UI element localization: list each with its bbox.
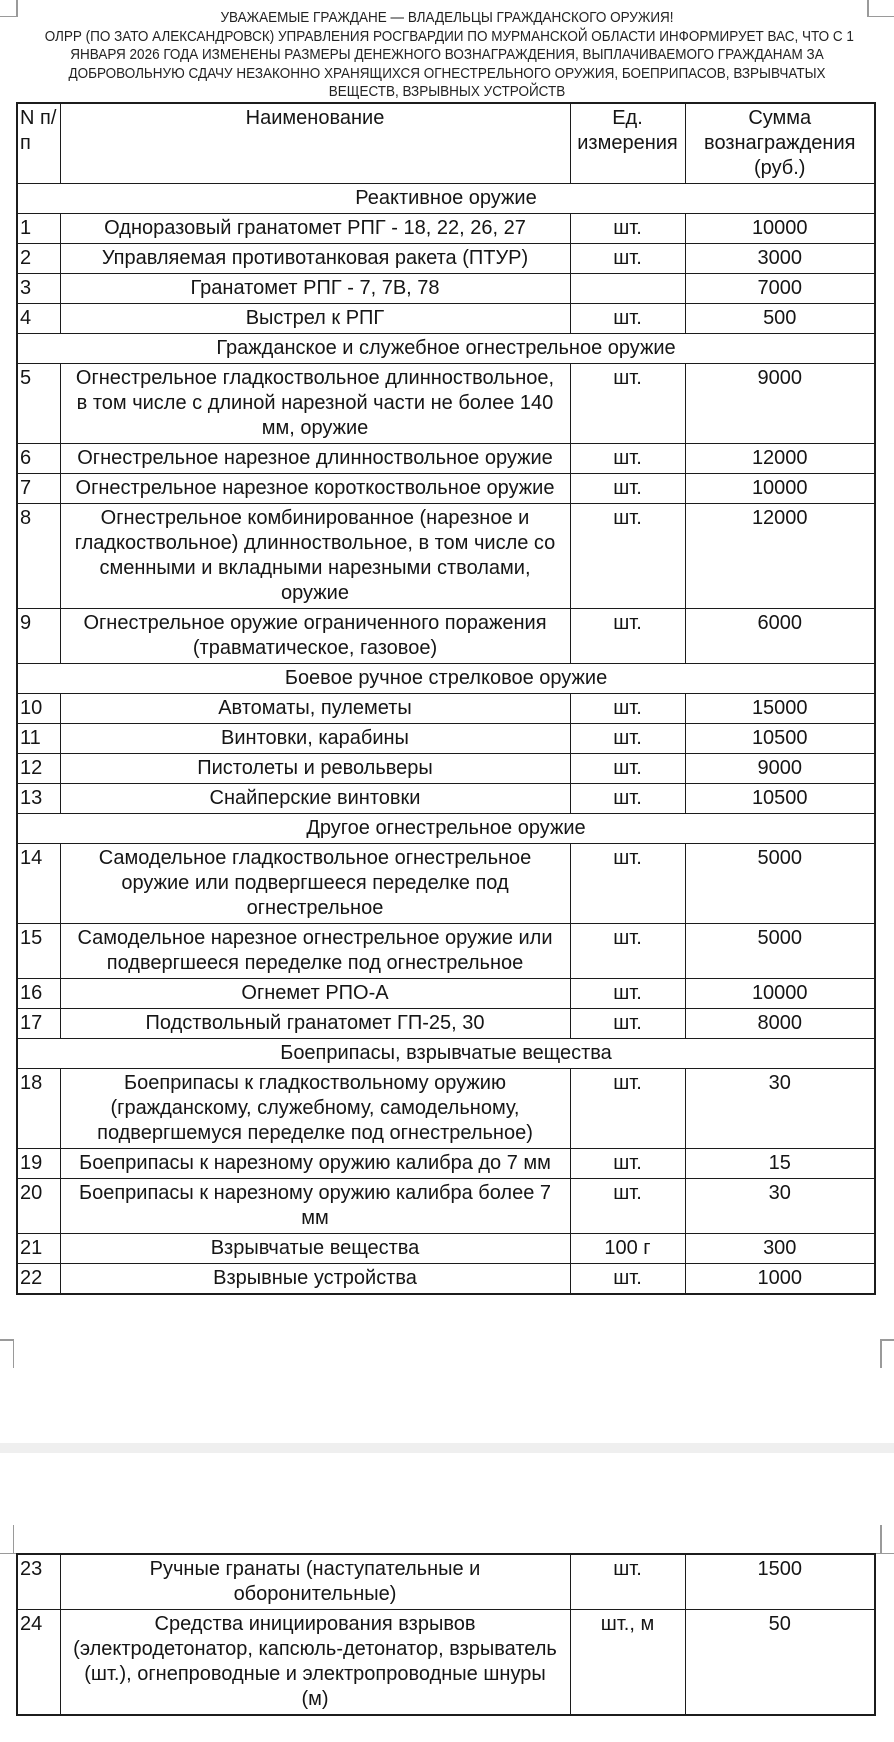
amount-cell: 30 bbox=[685, 1179, 875, 1234]
item-name-cell: Управляемая противотанковая ракета (ПТУР) bbox=[60, 244, 570, 274]
page-corner-mark bbox=[880, 1525, 882, 1554]
item-name-cell: Огнестрельное нарезное короткоствольное оружие bbox=[60, 474, 570, 504]
unit-cell: шт. bbox=[570, 924, 685, 979]
amount-cell: 12000 bbox=[685, 504, 875, 609]
row-number-cell: 2 bbox=[17, 244, 60, 274]
unit-cell: шт., м bbox=[570, 1610, 685, 1716]
table-row bbox=[17, 1264, 875, 1295]
amount-cell: 9000 bbox=[685, 754, 875, 784]
section-title: Боевое ручное стрелковое оружие bbox=[17, 664, 875, 694]
page-corner-mark bbox=[13, 1339, 15, 1368]
table-row bbox=[17, 979, 875, 1009]
item-name-cell: Боеприпасы к нарезному оружию калибра более 7 мм bbox=[60, 1179, 570, 1234]
row-number-cell: 18 bbox=[17, 1069, 60, 1149]
item-name-cell: Огнемет РПО-А bbox=[60, 979, 570, 1009]
item-name-cell: Средства инициирования взрывов (электродетонатор, капсюль-детонатор, взрыватель (шт.), огнепроводные и электропроводные шнуры (м) bbox=[60, 1610, 570, 1716]
amount-cell: 10000 bbox=[685, 979, 875, 1009]
item-name-cell: Огнестрельное гладкоствольное длинноствольное, в том числе с длиной нарезной части не более 140 мм, оружие bbox=[60, 364, 570, 444]
row-number-cell: 11 bbox=[17, 724, 60, 754]
amount-cell: 12000 bbox=[685, 444, 875, 474]
unit-cell: шт. bbox=[570, 474, 685, 504]
amount-cell: 10500 bbox=[685, 784, 875, 814]
row-number-cell: 20 bbox=[17, 1179, 60, 1234]
announcement-line: ЯНВАРЯ 2026 ГОДА ИЗМЕНЕНЫ РАЗМЕРЫ ДЕНЕЖНОГО ВОЗНАГРАЖДЕНИЯ, ВЫПЛАЧИВАЕМОГО ГРАЖДАНАМ ЗА bbox=[70, 46, 824, 63]
amount-cell: 10000 bbox=[685, 214, 875, 244]
row-number-cell: 6 bbox=[17, 444, 60, 474]
section-title: Другое огнестрельное оружие bbox=[17, 814, 875, 844]
unit-cell: шт. bbox=[570, 979, 685, 1009]
row-number-cell: 4 bbox=[17, 304, 60, 334]
table-row bbox=[17, 364, 875, 444]
page-corner-mark bbox=[880, 1339, 894, 1341]
item-name-cell: Огнестрельное нарезное длинноствольное оружие bbox=[60, 444, 570, 474]
unit-cell: шт. bbox=[570, 244, 685, 274]
amount-cell: 5000 bbox=[685, 924, 875, 979]
section-row bbox=[17, 334, 875, 364]
table-row bbox=[17, 1009, 875, 1039]
table-header-row bbox=[17, 103, 875, 184]
amount-cell: 30 bbox=[685, 1069, 875, 1149]
row-number-cell: 17 bbox=[17, 1009, 60, 1039]
table-row bbox=[17, 694, 875, 724]
unit-cell: шт. bbox=[570, 694, 685, 724]
table-row bbox=[17, 844, 875, 924]
unit-cell: шт. bbox=[570, 1149, 685, 1179]
row-number-cell: 16 bbox=[17, 979, 60, 1009]
unit-cell: шт. bbox=[570, 364, 685, 444]
row-number-cell: 3 bbox=[17, 274, 60, 304]
section-row bbox=[17, 664, 875, 694]
section-row bbox=[17, 1039, 875, 1069]
item-name-cell: Снайперские винтовки bbox=[60, 784, 570, 814]
table-row bbox=[17, 1179, 875, 1234]
item-name-cell: Огнестрельное комбинированное (нарезное и гладкоствольное) длинноствольное, в том числе со сменными и вкладными нарезными стволами, оружие bbox=[60, 504, 570, 609]
amount-cell: 15 bbox=[685, 1149, 875, 1179]
page-break-band bbox=[0, 1443, 894, 1453]
announcement-line: УВАЖАЕМЫЕ ГРАЖДАНЕ — ВЛАДЕЛЬЦЫ ГРАЖДАНСКОГО ОРУЖИЯ! bbox=[220, 9, 674, 26]
unit-cell bbox=[570, 274, 685, 304]
item-name-cell: Взрывные устройства bbox=[60, 1264, 570, 1295]
item-name-cell: Боеприпасы к нарезному оружию калибра до 7 мм bbox=[60, 1149, 570, 1179]
unit-cell: шт. bbox=[570, 609, 685, 664]
table-row bbox=[17, 754, 875, 784]
row-number-cell: 5 bbox=[17, 364, 60, 444]
item-name-cell: Выстрел к РПГ bbox=[60, 304, 570, 334]
amount-cell: 500 bbox=[685, 304, 875, 334]
unit-cell: шт. bbox=[570, 1069, 685, 1149]
unit-cell: шт. bbox=[570, 754, 685, 784]
amount-cell: 9000 bbox=[685, 364, 875, 444]
column-header-num: N п/п bbox=[17, 103, 60, 184]
table-row bbox=[17, 784, 875, 814]
row-number-cell: 8 bbox=[17, 504, 60, 609]
page-corner-mark bbox=[13, 1525, 15, 1554]
unit-cell: шт. bbox=[570, 724, 685, 754]
unit-cell: шт. bbox=[570, 1179, 685, 1234]
table-row bbox=[17, 1069, 875, 1149]
unit-cell: шт. bbox=[570, 784, 685, 814]
item-name-cell: Самодельное гладкоствольное огнестрельное оружие или подвергшееся переделке под огнестрельное bbox=[60, 844, 570, 924]
table-row bbox=[17, 1234, 875, 1264]
item-name-cell: Взрывчатые вещества bbox=[60, 1234, 570, 1264]
amount-cell: 8000 bbox=[685, 1009, 875, 1039]
table-row bbox=[17, 274, 875, 304]
section-row bbox=[17, 814, 875, 844]
item-name-cell: Подствольный гранатомет ГП-25, 30 bbox=[60, 1009, 570, 1039]
announcement-line: ДОБРОВОЛЬНУЮ СДАЧУ НЕЗАКОННО ХРАНЯЩИХСЯ ОГНЕСТРЕЛЬНОГО ОРУЖИЯ, БОЕПРИПАСОВ, ВЗРЫВЧАТЫХ bbox=[68, 64, 826, 82]
rewards-table-continued bbox=[16, 1553, 876, 1716]
row-number-cell: 12 bbox=[17, 754, 60, 784]
item-name-cell: Гранатомет РПГ - 7, 7В, 78 bbox=[60, 274, 570, 304]
column-header-name: Наименование bbox=[60, 103, 570, 184]
unit-cell: шт. bbox=[570, 304, 685, 334]
rewards-table bbox=[16, 102, 876, 1295]
amount-cell: 7000 bbox=[685, 274, 875, 304]
table-row bbox=[17, 304, 875, 334]
item-name-cell: Винтовки, карабины bbox=[60, 724, 570, 754]
page-corner-mark bbox=[880, 1339, 882, 1368]
section-title: Реактивное оружие bbox=[17, 184, 875, 214]
announcement-text bbox=[0, 9, 894, 102]
unit-cell: шт. bbox=[570, 1554, 685, 1610]
unit-cell: шт. bbox=[570, 1264, 685, 1295]
column-header-unit: Ед. измерения bbox=[570, 103, 685, 184]
amount-cell: 50 bbox=[685, 1610, 875, 1716]
announcement-line: ВЕЩЕСТВ, ВЗРЫВНЫХ УСТРОЙСТВ bbox=[328, 83, 566, 100]
unit-cell: шт. bbox=[570, 444, 685, 474]
unit-cell: шт. bbox=[570, 844, 685, 924]
table-row bbox=[17, 504, 875, 609]
item-name-cell: Ручные гранаты (наступательные и оборонительные) bbox=[60, 1554, 570, 1610]
row-number-cell: 9 bbox=[17, 609, 60, 664]
section-title: Боеприпасы, взрывчатые вещества bbox=[17, 1039, 875, 1069]
unit-cell: шт. bbox=[570, 1009, 685, 1039]
row-number-cell: 21 bbox=[17, 1234, 60, 1264]
unit-cell: шт. bbox=[570, 214, 685, 244]
amount-cell: 3000 bbox=[685, 244, 875, 274]
item-name-cell: Огнестрельное оружие ограниченного поражения (травматическое, газовое) bbox=[60, 609, 570, 664]
table-row bbox=[17, 214, 875, 244]
section-row bbox=[17, 184, 875, 214]
amount-cell: 10000 bbox=[685, 474, 875, 504]
row-number-cell: 14 bbox=[17, 844, 60, 924]
row-number-cell: 19 bbox=[17, 1149, 60, 1179]
unit-cell: 100 г bbox=[570, 1234, 685, 1264]
unit-cell: шт. bbox=[570, 504, 685, 609]
item-name-cell: Боеприпасы к гладкоствольному оружию (гражданскому, служебному, самодельному, подвергшемуся переделке под огнестрельное) bbox=[60, 1069, 570, 1149]
item-name-cell: Одноразовый гранатомет РПГ - 18, 22, 26, 27 bbox=[60, 214, 570, 244]
row-number-cell: 10 bbox=[17, 694, 60, 724]
table-row bbox=[17, 1610, 875, 1716]
row-number-cell: 7 bbox=[17, 474, 60, 504]
amount-cell: 1500 bbox=[685, 1554, 875, 1610]
row-number-cell: 13 bbox=[17, 784, 60, 814]
item-name-cell: Пистолеты и револьверы bbox=[60, 754, 570, 784]
table-row bbox=[17, 244, 875, 274]
amount-cell: 1000 bbox=[685, 1264, 875, 1295]
row-number-cell: 1 bbox=[17, 214, 60, 244]
section-title: Гражданское и служебное огнестрельное оружие bbox=[17, 334, 875, 364]
row-number-cell: 23 bbox=[17, 1554, 60, 1610]
item-name-cell: Самодельное нарезное огнестрельное оружие или подвергшееся переделке под огнестрельное bbox=[60, 924, 570, 979]
table-row bbox=[17, 1149, 875, 1179]
amount-cell: 10500 bbox=[685, 724, 875, 754]
column-header-sum: Сумма вознаграждения (руб.) bbox=[685, 103, 875, 184]
table-row bbox=[17, 444, 875, 474]
amount-cell: 5000 bbox=[685, 844, 875, 924]
row-number-cell: 22 bbox=[17, 1264, 60, 1295]
row-number-cell: 15 bbox=[17, 924, 60, 979]
amount-cell: 300 bbox=[685, 1234, 875, 1264]
item-name-cell: Автоматы, пулеметы bbox=[60, 694, 570, 724]
table-row bbox=[17, 724, 875, 754]
amount-cell: 15000 bbox=[685, 694, 875, 724]
table-row bbox=[17, 609, 875, 664]
amount-cell: 6000 bbox=[685, 609, 875, 664]
row-number-cell: 24 bbox=[17, 1610, 60, 1716]
announcement-line: ОЛРР (ПО ЗАТО АЛЕКСАНДРОВСК) УПРАВЛЕНИЯ РОСГВАРДИИ ПО МУРМАНСКОЙ ОБЛАСТИ ИНФОРМИРУЕТ ВАС, ЧТО С 1 bbox=[44, 27, 854, 45]
table-row bbox=[17, 924, 875, 979]
table-row bbox=[17, 1554, 875, 1610]
table-row bbox=[17, 474, 875, 504]
